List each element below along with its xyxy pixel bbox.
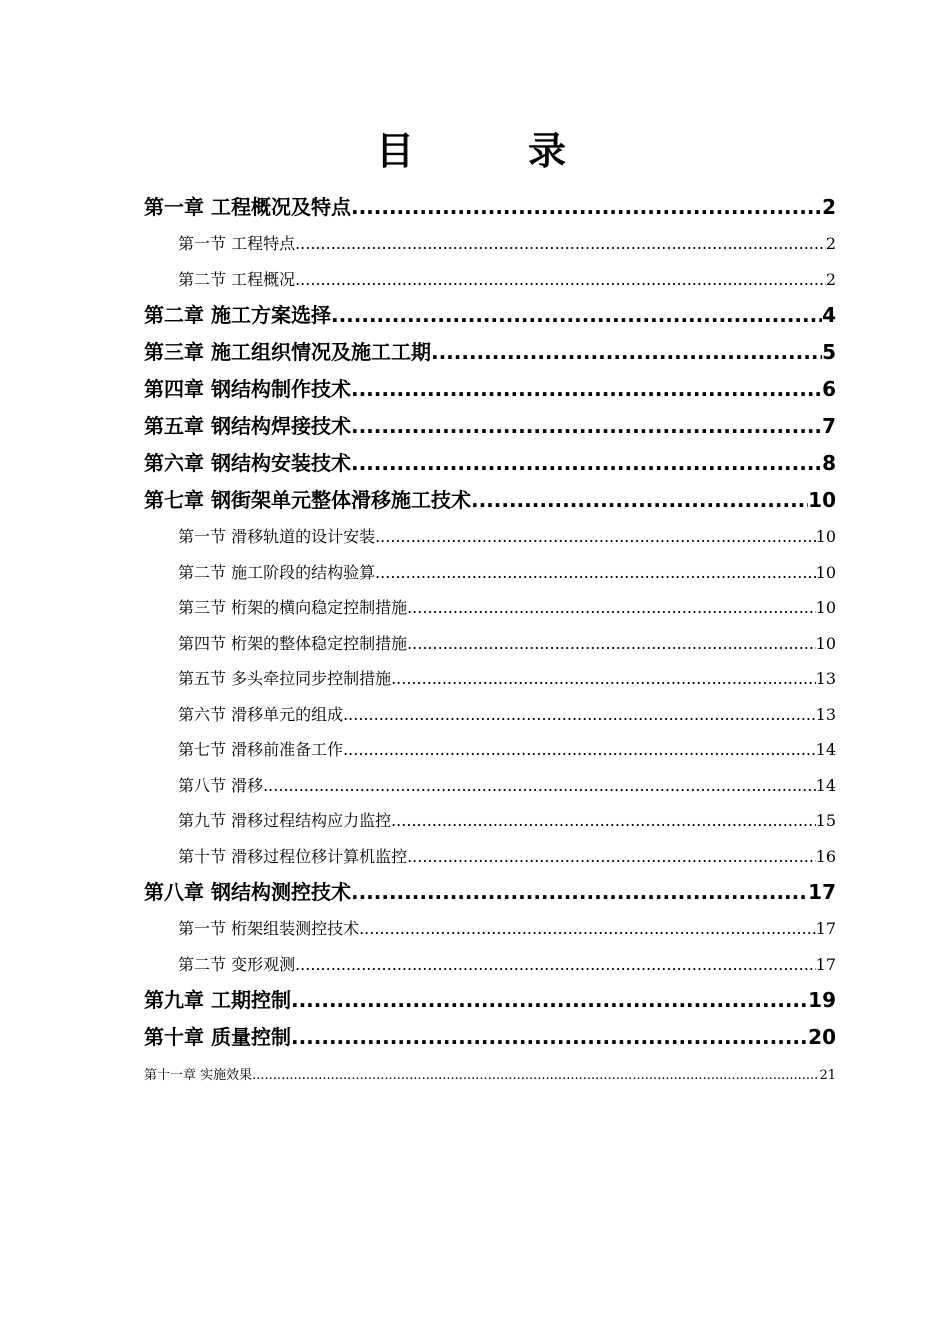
dot-leader (471, 482, 808, 519)
toc-entry-page-number: 6 (822, 377, 836, 401)
toc-entry-chapter[interactable] (144, 982, 836, 1019)
dot-leader (359, 911, 816, 947)
dot-leader (351, 445, 822, 482)
dot-leader (331, 297, 822, 334)
dot-leader (343, 732, 816, 768)
toc-entry-label: 第六章 钢结构安装技术 (144, 451, 351, 475)
toc-entry-page-number: 2 (822, 195, 836, 219)
toc-entry-chapter[interactable] (144, 189, 836, 226)
toc-list (144, 189, 836, 1096)
toc-entry-chapter[interactable] (144, 408, 836, 445)
toc-entry-label: 第四章 钢结构制作技术 (144, 377, 351, 401)
toc-entry-label: 第二章 施工方案选择 (144, 303, 331, 327)
toc-entry-label: 第三节 桁架的横向稳定控制措施 (178, 598, 408, 617)
dot-leader (351, 874, 808, 911)
dot-leader (351, 408, 822, 445)
dot-leader (263, 768, 816, 804)
toc-entry-section[interactable] (144, 911, 836, 947)
toc-entry-section[interactable] (144, 626, 836, 662)
toc-entry-section[interactable] (144, 590, 836, 626)
dot-leader (407, 626, 816, 662)
toc-entry-section[interactable] (144, 947, 836, 983)
toc-entry-section[interactable] (144, 555, 836, 591)
dot-leader (295, 947, 816, 983)
toc-entry-page-number: 7 (822, 414, 836, 438)
toc-entry-label: 第九章 工期控制 (144, 988, 291, 1012)
toc-entry-label: 第一节 工程特点 (178, 234, 296, 253)
toc-entry-page-number: 13 (815, 669, 836, 688)
toc-entry-section[interactable] (144, 226, 836, 262)
toc-entry-page-number: 10 (808, 488, 836, 512)
toc-entry-page-number: 20 (808, 1025, 836, 1049)
toc-entry-chapter[interactable] (144, 334, 836, 371)
toc-entry-label: 第一节 滑移轨道的设计安装 (178, 527, 376, 546)
dot-leader (375, 519, 816, 555)
dot-leader (407, 839, 816, 875)
toc-entry-chapter[interactable] (144, 1019, 836, 1056)
toc-entry-page-number: 2 (825, 234, 836, 253)
toc-entry-label: 第八章 钢结构测控技术 (144, 880, 351, 904)
toc-entry-page-number: 8 (822, 451, 836, 475)
toc-entry-label: 第七章 钢街架单元整体滑移施工技术 (144, 488, 471, 512)
toc-entry-label: 第九节 滑移过程结构应力监控 (178, 811, 392, 830)
toc-entry-label: 第六节 滑移单元的组成 (178, 704, 344, 724)
toc-entry-page-number: 10 (815, 598, 836, 617)
toc-entry-page-number: 5 (822, 340, 836, 364)
toc-entry-page-number: 4 (822, 303, 836, 327)
dot-leader (351, 371, 822, 408)
dot-leader (295, 226, 826, 262)
toc-title: 目 录 (375, 129, 604, 173)
toc-entry-label: 第二节 变形观测 (178, 954, 296, 974)
toc-entry-section[interactable] (144, 262, 836, 298)
toc-entry-section[interactable] (144, 768, 836, 804)
toc-entry-page-number: 15 (815, 811, 836, 830)
toc-entry-section[interactable] (144, 803, 836, 839)
toc-entry-label: 第三章 施工组织情况及施工工期 (144, 340, 431, 364)
toc-entry-section[interactable] (144, 519, 836, 555)
toc-entry-chapter[interactable] (144, 482, 836, 519)
toc-entry-page-number: 17 (815, 919, 836, 938)
toc-entry-label: 第五节 多头牵拉同步控制措施 (178, 669, 392, 688)
dot-leader (291, 1019, 808, 1056)
toc-entry-label: 第十章 质量控制 (144, 1025, 291, 1049)
dot-leader (343, 697, 816, 733)
toc-entry-label: 第一节 桁架组装测控技术 (178, 919, 360, 938)
toc-entry-chapter[interactable] (144, 874, 836, 911)
toc-entry-page-number: 16 (815, 846, 836, 866)
toc-entry-page-number: 19 (808, 988, 836, 1012)
toc-entry-page-number: 14 (815, 740, 836, 759)
toc-entry-section[interactable] (144, 839, 836, 875)
toc-entry-label: 第十一章 实施效果 (144, 1068, 253, 1083)
toc-entry-chapter[interactable] (144, 371, 836, 408)
toc-entry-chapter[interactable] (144, 297, 836, 334)
toc-entry-page-number: 13 (815, 704, 836, 724)
toc-entry-section[interactable] (144, 661, 836, 697)
toc-entry-label: 第八节 滑移 (178, 775, 264, 795)
toc-entry-section[interactable] (144, 732, 836, 768)
toc-entry-chapter[interactable] (144, 445, 836, 482)
toc-entry-page-number: 14 (815, 775, 836, 795)
dot-leader (431, 334, 822, 371)
toc-entry-page-number: 2 (825, 269, 836, 289)
dot-leader (407, 590, 816, 626)
dot-leader (375, 555, 816, 591)
toc-entry-page-number: 21 (819, 1068, 836, 1083)
toc-entry-section[interactable] (144, 697, 836, 733)
toc-entry-label: 第五章 钢结构焊接技术 (144, 414, 351, 438)
toc-entry-label: 第二节 工程概况 (178, 269, 296, 289)
toc-entry-page-number: 10 (815, 562, 836, 582)
toc-entry-label: 第二节 施工阶段的结构验算 (178, 562, 376, 582)
toc-entry-minor[interactable] (144, 1056, 836, 1096)
dot-leader (252, 1056, 819, 1096)
toc-entry-page-number: 17 (808, 880, 836, 904)
dot-leader (295, 262, 826, 298)
toc-entry-page-number: 10 (815, 633, 836, 653)
dot-leader (291, 982, 808, 1019)
toc-entry-label: 第四节 桁架的整体稳定控制措施 (178, 633, 408, 653)
toc-entry-page-number: 17 (815, 954, 836, 974)
toc-entry-label: 第十节 滑移过程位移计算机监控 (178, 846, 408, 866)
dot-leader (351, 189, 822, 226)
toc-entry-page-number: 10 (815, 527, 836, 546)
toc-entry-label: 第一章 工程概况及特点 (144, 195, 351, 219)
toc-entry-label: 第七节 滑移前准备工作 (178, 740, 344, 759)
dot-leader (391, 803, 816, 839)
dot-leader (391, 661, 816, 697)
